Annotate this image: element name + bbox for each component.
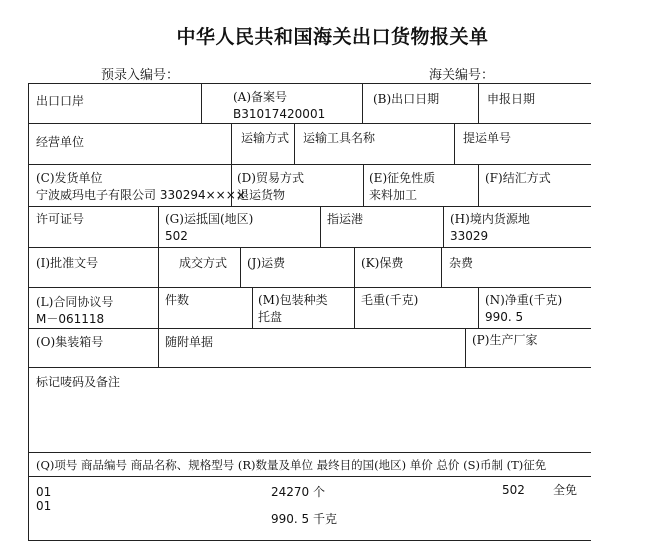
transport-name-label: 运输工具名称 [303,131,376,145]
row-divider [29,367,591,368]
cell-divider [478,84,479,123]
export-date-label: (B)出口日期 [373,92,440,106]
item-number: 01 [36,485,52,499]
operator-label: 经营单位 [36,135,85,149]
misc-fee-label: 杂费 [449,256,474,270]
declaration-form [28,83,591,541]
record-no-value: B31017420001 [233,107,326,121]
cell-divider [231,123,232,164]
record-no-label: (A)备案号 [233,90,288,104]
trade-mode-label: (D)贸易方式 [237,171,304,185]
exemption-label: (E)征免性质 [369,171,436,185]
consignor-value: 宁波威玛电子有限公司 330294×××× [36,188,246,202]
cell-divider [362,84,363,123]
row-divider [29,287,591,288]
cell-divider [201,84,202,123]
packing-type-label: (M)包装种类 [258,293,328,307]
cell-divider [478,164,479,206]
cell-divider [240,247,241,287]
customs-number-label: 海关编号： [429,68,495,83]
pre-entry-number-label: 预录入编号： [101,68,180,83]
exemption-value: 来料加工 [369,188,418,202]
cell-divider [158,328,159,367]
destination-country-value: 502 [165,229,188,243]
row-divider [29,164,591,165]
bill-no-label: 提运单号 [463,131,512,145]
cell-divider [478,287,479,328]
cell-divider [441,247,442,287]
cell-divider [465,328,466,367]
item-number: 01 [36,499,52,513]
cell-divider [363,164,364,206]
gross-weight-label: 毛重(千克) [361,293,419,307]
net-weight-value: 990. 5 [485,310,524,324]
deal-mode-label: 成交方式 [179,256,228,270]
item-quantity: 990. 5 千克 [271,512,337,526]
item-quantity: 24270 个 [271,485,325,499]
form-title: 中华人民共和国海关出口货物报关单 [176,26,489,48]
manufacturer-label: (P)生产厂家 [472,333,538,347]
row-divider [29,206,591,207]
net-weight-label: (N)净重(千克) [485,293,563,307]
approval-no-label: (I)批准文号 [36,256,99,270]
cell-divider [354,247,355,287]
cell-divider [158,206,159,247]
transport-mode-label: 运输方式 [241,131,290,145]
cell-divider [294,123,295,164]
insurance-label: (K)保费 [361,256,404,270]
row-divider [29,476,591,477]
item-currency: 502 [502,483,525,497]
destination-country-label: (G)运抵国(地区) [165,212,254,226]
cell-divider [252,287,253,328]
container-no-label: (O)集装箱号 [36,335,104,349]
contract-no-label: (L)合同协议号 [36,295,114,309]
export-port-label: 出口口岸 [36,94,85,108]
destination-port-label: 指运港 [327,212,364,226]
row-divider [29,328,591,329]
goods-source-label: (H)境内货源地 [450,212,530,226]
cell-divider [320,206,321,247]
items-header: (Q)项号 商品编号 商品名称、规格型号 (R)数量及单位 最终目的国(地区) 单价 总价 (S)币制 (T)征免 [36,458,547,472]
cell-divider [354,287,355,328]
contract-no-value: M－061118 [36,312,105,326]
cell-divider [454,123,455,164]
declare-date-label: 申报日期 [487,92,536,106]
pieces-label: 件数 [165,293,190,307]
item-exemption: 全免 [553,483,578,497]
freight-label: (J)运费 [247,256,286,270]
row-divider [29,452,591,453]
goods-source-value: 33029 [450,229,489,243]
cell-divider [158,287,159,328]
cell-divider [158,247,159,287]
remarks-label: 标记唛码及备注 [36,375,121,389]
cell-divider [443,206,444,247]
license-no-label: 许可证号 [36,212,85,226]
row-divider [29,123,591,124]
consignor-label: (C)发货单位 [36,171,103,185]
row-divider [29,247,591,248]
settlement-label: (F)结汇方式 [485,171,551,185]
packing-type-value: 托盘 [258,310,283,324]
trade-mode-value: 退运货物 [237,188,286,202]
documents-label: 随附单据 [165,335,214,349]
